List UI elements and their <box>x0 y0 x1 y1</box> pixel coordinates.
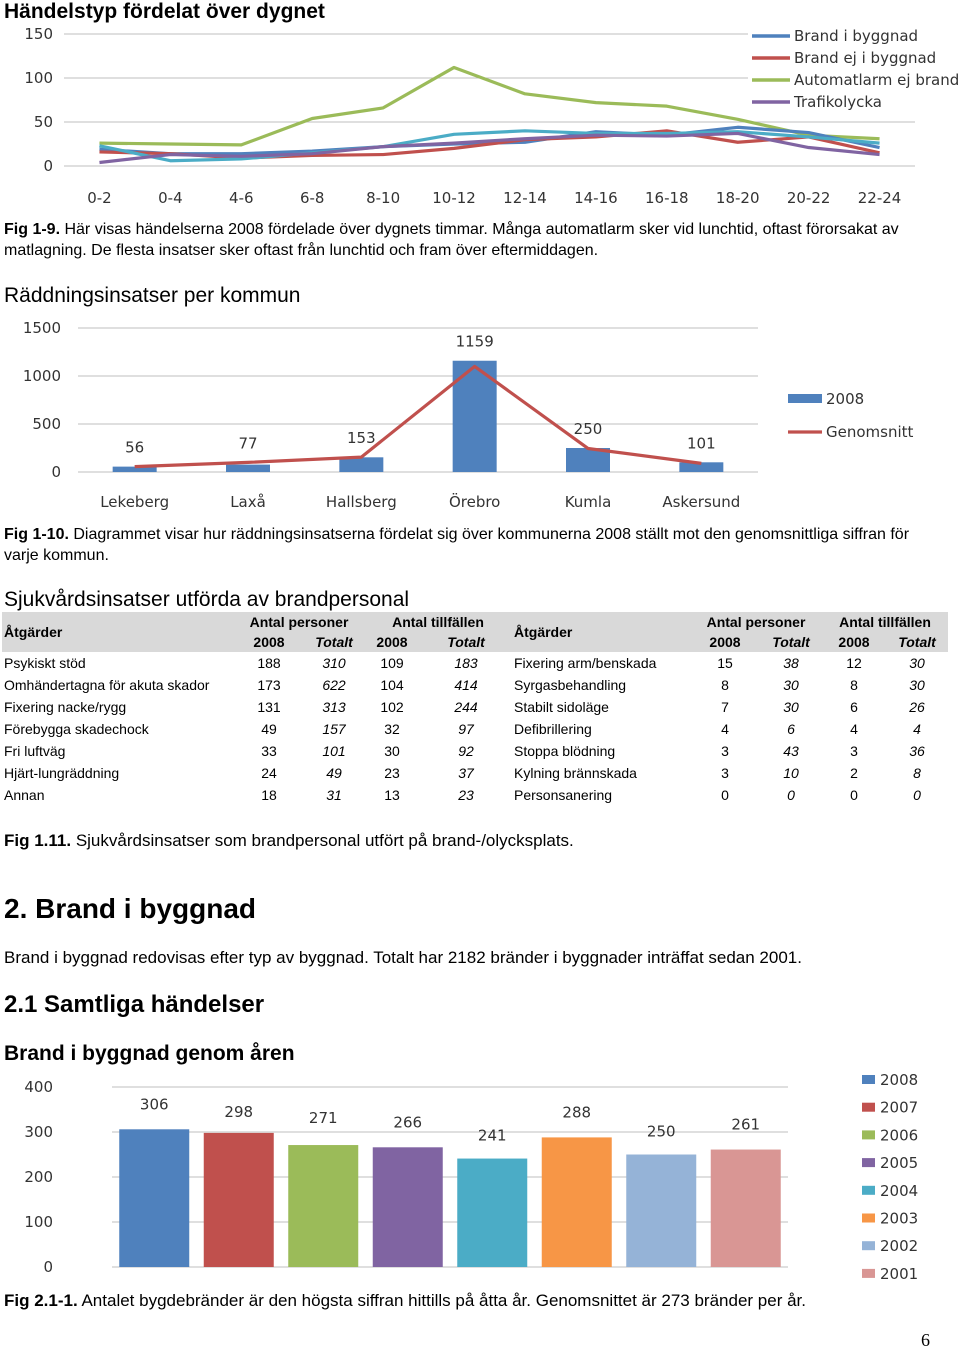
table-cell-t08: 30 <box>384 743 400 759</box>
table-cell-tt: 244 <box>454 699 478 715</box>
table-cell-bpt: 30 <box>783 699 799 715</box>
section-2-heading: 2. Brand i byggnad <box>4 893 257 924</box>
chart2-ytick: 1500 <box>22 319 61 337</box>
th-totalt: Totalt <box>760 632 822 652</box>
chart3-data-label: 306 <box>139 1095 169 1114</box>
chart1-xtick: 4-6 <box>229 189 254 207</box>
chart1-xtick: 10-12 <box>432 189 476 207</box>
chart3-legend-swatch <box>862 1130 875 1139</box>
table-cell-p08: 18 <box>261 787 277 803</box>
chart3-legend-label: 2003 <box>880 1209 919 1228</box>
chart3-legend-label: 2008 <box>880 1071 919 1089</box>
table-cell-a: Fixering nacke/rygg <box>4 699 127 715</box>
table-cell-btt: 0 <box>913 787 921 803</box>
chart3-legend-swatch <box>862 1186 875 1195</box>
chart2-data-label: 77 <box>238 434 258 453</box>
fig-1-11-label: Fig 1.11. <box>4 831 72 850</box>
chart1-legend-label: Automatlarm ej brand <box>794 71 960 89</box>
chart2-data-label: 153 <box>347 429 376 448</box>
table-cell-t08: 102 <box>380 699 404 715</box>
chart2-legend-label: Genomsnitt <box>826 423 914 441</box>
chart3-ytick: 100 <box>24 1213 53 1231</box>
chart3-legend-label: 2002 <box>880 1237 919 1256</box>
chart3-ytick: 300 <box>24 1123 53 1141</box>
table-cell-t08: 13 <box>384 787 400 803</box>
fig-1-10-caption <box>4 524 944 566</box>
chart2-xtick: Lekeberg <box>100 493 170 511</box>
table-row <box>2 762 948 784</box>
table-cell-t08: 23 <box>384 765 400 781</box>
table-cell-btt: 4 <box>913 721 921 737</box>
fig-1-10-label: Fig 1-10. <box>4 526 69 543</box>
table-cell-b: Stabilt sidoläge <box>514 699 609 715</box>
chart1-legend-label: Brand ej i byggnad <box>794 49 937 67</box>
table-cell-bt08: 12 <box>846 655 862 671</box>
table-cell-b: Fixering arm/benskada <box>514 655 657 671</box>
chart3-bar <box>288 1145 358 1267</box>
th-2008: 2008 <box>690 632 760 652</box>
chart2-xtick: Hallsberg <box>325 493 397 511</box>
chart1-ytick: 50 <box>33 113 53 131</box>
table-cell-bp08: 3 <box>721 743 729 759</box>
page-number: 6 <box>921 1330 930 1350</box>
table-cell-t08: 109 <box>380 655 404 671</box>
chart1-xtick: 0-4 <box>158 189 183 207</box>
table-cell-pt: 31 <box>326 787 342 803</box>
chart3-legend-swatch <box>862 1214 875 1223</box>
table-cell-bt08: 4 <box>850 721 858 737</box>
table-cell-a: Fri luftväg <box>4 743 66 759</box>
th-totalt: Totalt <box>304 632 364 652</box>
table-cell-b: Syrgasbehandling <box>514 677 627 693</box>
chart2-bar <box>339 457 383 472</box>
table-cell-bpt: 38 <box>783 655 799 671</box>
chart2-legend-swatch <box>788 394 822 403</box>
chart3-data-label: 271 <box>308 1109 338 1128</box>
table-cell-bp08: 15 <box>717 655 733 671</box>
fig-1-11-caption <box>4 830 574 851</box>
table-cell-pt: 49 <box>326 765 342 781</box>
chart1-xtick: 14-16 <box>574 189 618 207</box>
chart3-title: Brand i byggnad genom åren <box>4 1042 295 1065</box>
table-cell-tt: 92 <box>458 743 474 759</box>
chart2-legend-label: 2008 <box>826 390 865 408</box>
table-cell-p08: 49 <box>261 721 277 737</box>
table-cell-p08: 188 <box>257 655 281 671</box>
table-cell-a: Psykiskt stöd <box>4 655 86 671</box>
table-cell-b: Stoppa blödning <box>514 743 616 759</box>
chart2-xtick: Askersund <box>662 493 741 511</box>
table-cell-bpt: 6 <box>787 721 795 737</box>
table-cell-bpt: 43 <box>783 743 799 759</box>
chart2-data-label: 250 <box>573 420 603 438</box>
th-personer-left: Antal personer <box>234 612 364 632</box>
chart2-xtick: Örebro <box>448 493 501 511</box>
chart3-legend-swatch <box>862 1075 875 1084</box>
table-row <box>2 696 948 718</box>
section-2-text: Brand i byggnad redovisas efter typ av byggnad. Totalt har 2182 bränder i byggnader inträffat sedan 2001. <box>4 948 802 967</box>
table-cell-tt: 37 <box>458 765 474 781</box>
table-cell-bt08: 8 <box>850 677 858 693</box>
chart1-xtick: 6-8 <box>299 189 325 207</box>
chart3-legend-label: 2001 <box>880 1264 919 1283</box>
th-2008: 2008 <box>822 632 886 652</box>
th-2008: 2008 <box>234 632 304 652</box>
chart2-data-label: 1159 <box>455 332 494 351</box>
fig-1-9-caption <box>4 219 944 261</box>
th-personer-right: Antal personer <box>690 612 822 632</box>
table-cell-bp08: 4 <box>721 721 729 737</box>
chart3-legend-swatch <box>862 1103 875 1112</box>
chart2-title: Räddningsinsatser per kommun <box>4 284 301 307</box>
th-2008: 2008 <box>364 632 420 652</box>
chart1-xtick: 8-10 <box>366 189 401 207</box>
chart1-legend-label: Trafikolycka <box>794 93 883 111</box>
chart3-bar <box>373 1147 443 1267</box>
fig-2-1-1-text: Antalet bygdebränder är den högsta siffran hittills på åtta år. Genomsnittet är 273 bränder per år. <box>77 1291 806 1310</box>
chart3-bar <box>119 1129 189 1267</box>
table-cell-bp08: 0 <box>721 787 729 803</box>
table-cell-btt: 30 <box>909 655 925 671</box>
section-2-1-heading: 2.1 Samtliga händelser <box>4 991 265 1018</box>
table-cell-pt: 622 <box>322 677 346 693</box>
table-cell-bt08: 0 <box>850 787 858 803</box>
table-cell-bt08: 6 <box>850 699 858 715</box>
chart2-ytick: 1000 <box>22 367 61 385</box>
chart1-xtick: 22-24 <box>857 189 902 207</box>
th-totalt: Totalt <box>886 632 948 652</box>
chart3-bar <box>626 1155 696 1268</box>
table-cell-tt: 414 <box>454 677 478 693</box>
chart3-legend-swatch <box>862 1241 875 1250</box>
table-cell-btt: 26 <box>909 699 925 715</box>
table-cell-p08: 173 <box>257 677 281 693</box>
table-cell-p08: 33 <box>261 743 277 759</box>
table-cell-b: Defibrillering <box>514 721 592 737</box>
table-cell-bpt: 0 <box>787 787 795 803</box>
fig-2-1-1-caption <box>4 1290 806 1311</box>
table-cell-bpt: 30 <box>783 677 799 693</box>
chart3-bar-chart <box>0 1068 960 1288</box>
th-atgarder-left: Åtgärder <box>2 612 234 652</box>
chart2-data-label: 56 <box>125 438 145 457</box>
chart1-xtick: 0-2 <box>87 189 112 207</box>
chart2-average-line <box>135 366 702 466</box>
chart3-data-label: 298 <box>224 1102 254 1121</box>
chart2-bar <box>679 462 723 472</box>
table-cell-a: Annan <box>4 787 45 803</box>
th-atgarder-right: Åtgärder <box>512 612 690 652</box>
chart3-bar <box>542 1137 612 1267</box>
th-totalt: Totalt <box>420 632 512 652</box>
chart1-xtick: 12-14 <box>503 189 547 207</box>
chart3-bar <box>204 1133 274 1267</box>
chart1-xtick: 20-22 <box>786 189 831 207</box>
chart3-legend-label: 2005 <box>880 1154 919 1173</box>
chart3-ytick: 400 <box>24 1078 53 1096</box>
table-cell-a: Omhändertagna för akuta skador <box>4 677 210 693</box>
fig-2-1-1-label: Fig 2.1-1. <box>4 1291 78 1310</box>
table-cell-bt08: 2 <box>850 765 858 781</box>
fig-1-9-text: Här visas händelserna 2008 fördelade över dygnets timmar. Många automatlarm sker vid lunchtid, oftast förorsakat av matlagning. De flesta insatser sker oftast från lunchtid och fram över eftermiddagen. <box>4 221 899 259</box>
fig-1-9-label: Fig 1-9. <box>4 221 61 238</box>
chart3-legend-label: 2007 <box>880 1098 919 1117</box>
chart1-ytick: 0 <box>43 157 53 175</box>
table-cell-bt08: 3 <box>850 743 858 759</box>
chart3-legend-swatch <box>862 1269 875 1278</box>
table-cell-pt: 313 <box>322 699 346 715</box>
table-title: Sjukvårdsinsatser utförda av brandpersonal <box>4 588 410 611</box>
chart3-data-label: 288 <box>562 1103 592 1122</box>
chart3-legend-label: 2004 <box>880 1181 919 1200</box>
chart1-title: Händelstyp fördelat över dygnet <box>4 0 325 23</box>
fig-1-10-text: Diagrammet visar hur räddningsinsatserna fördelat sig över kommunerna 2008 ställt mot den genomsnittliga siffran för varje kommun. <box>4 526 910 564</box>
table-cell-tt: 97 <box>458 721 474 737</box>
chart1-ytick: 150 <box>24 25 53 43</box>
table-row <box>2 674 948 696</box>
fig-1-11-text: Sjukvårdsinsatser som brandpersonal utfört på brand-/olycksplats. <box>71 831 574 850</box>
chart3-ytick: 0 <box>43 1258 53 1276</box>
chart2-bar <box>226 465 270 472</box>
chart1-line-chart <box>0 22 960 210</box>
chart2-xtick: Kumla <box>564 493 612 511</box>
table-cell-pt: 310 <box>322 655 346 671</box>
chart3-legend-swatch <box>862 1158 875 1167</box>
chart2-bar-chart <box>0 310 960 520</box>
table-cell-bp08: 8 <box>721 677 729 693</box>
chart3-data-label: 250 <box>646 1122 676 1141</box>
table-cell-bpt: 10 <box>783 765 799 781</box>
sjukvard-table <box>2 612 948 806</box>
chart1-ytick: 100 <box>24 69 53 87</box>
chart2-ytick: 0 <box>51 463 61 481</box>
chart1-xtick: 16-18 <box>644 189 689 207</box>
table-cell-bp08: 3 <box>721 765 729 781</box>
table-cell-tt: 23 <box>458 787 474 803</box>
chart3-bar <box>457 1159 527 1267</box>
chart3-legend-label: 2006 <box>880 1126 919 1145</box>
table-cell-a: Förebygga skadechock <box>4 721 149 737</box>
chart2-ytick: 500 <box>32 415 61 433</box>
table-cell-b: Personsanering <box>514 787 613 803</box>
table-cell-btt: 8 <box>913 765 921 781</box>
table-cell-btt: 36 <box>909 743 925 759</box>
th-tillfallen-left: Antal tillfällen <box>364 612 512 632</box>
table-cell-p08: 131 <box>257 699 281 715</box>
chart3-bar <box>711 1150 781 1267</box>
table-cell-p08: 24 <box>261 765 277 781</box>
table-row <box>2 652 948 674</box>
table-cell-bp08: 7 <box>721 699 729 715</box>
table-cell-b: Kylning brännskada <box>514 765 637 781</box>
table-cell-t08: 32 <box>384 721 400 737</box>
table-row <box>2 784 948 806</box>
table-cell-pt: 157 <box>322 721 346 737</box>
th-tillfallen-right: Antal tillfällen <box>822 612 948 632</box>
chart1-legend-label: Brand i byggnad <box>794 27 919 45</box>
chart1-xtick: 18-20 <box>715 189 760 207</box>
chart2-xtick: Laxå <box>230 493 266 511</box>
table-cell-tt: 183 <box>454 655 478 671</box>
table-cell-btt: 30 <box>909 677 925 693</box>
table-row <box>2 740 948 762</box>
chart3-data-label: 261 <box>731 1115 761 1134</box>
chart2-data-label: 101 <box>687 434 716 453</box>
chart3-data-label: 241 <box>477 1126 507 1145</box>
table-cell-a: Hjärt-lungräddning <box>4 765 120 781</box>
chart3-ytick: 200 <box>24 1168 53 1186</box>
table-row <box>2 718 948 740</box>
table-cell-pt: 101 <box>322 743 346 759</box>
table-cell-t08: 104 <box>380 677 404 693</box>
chart3-data-label: 266 <box>393 1113 423 1132</box>
